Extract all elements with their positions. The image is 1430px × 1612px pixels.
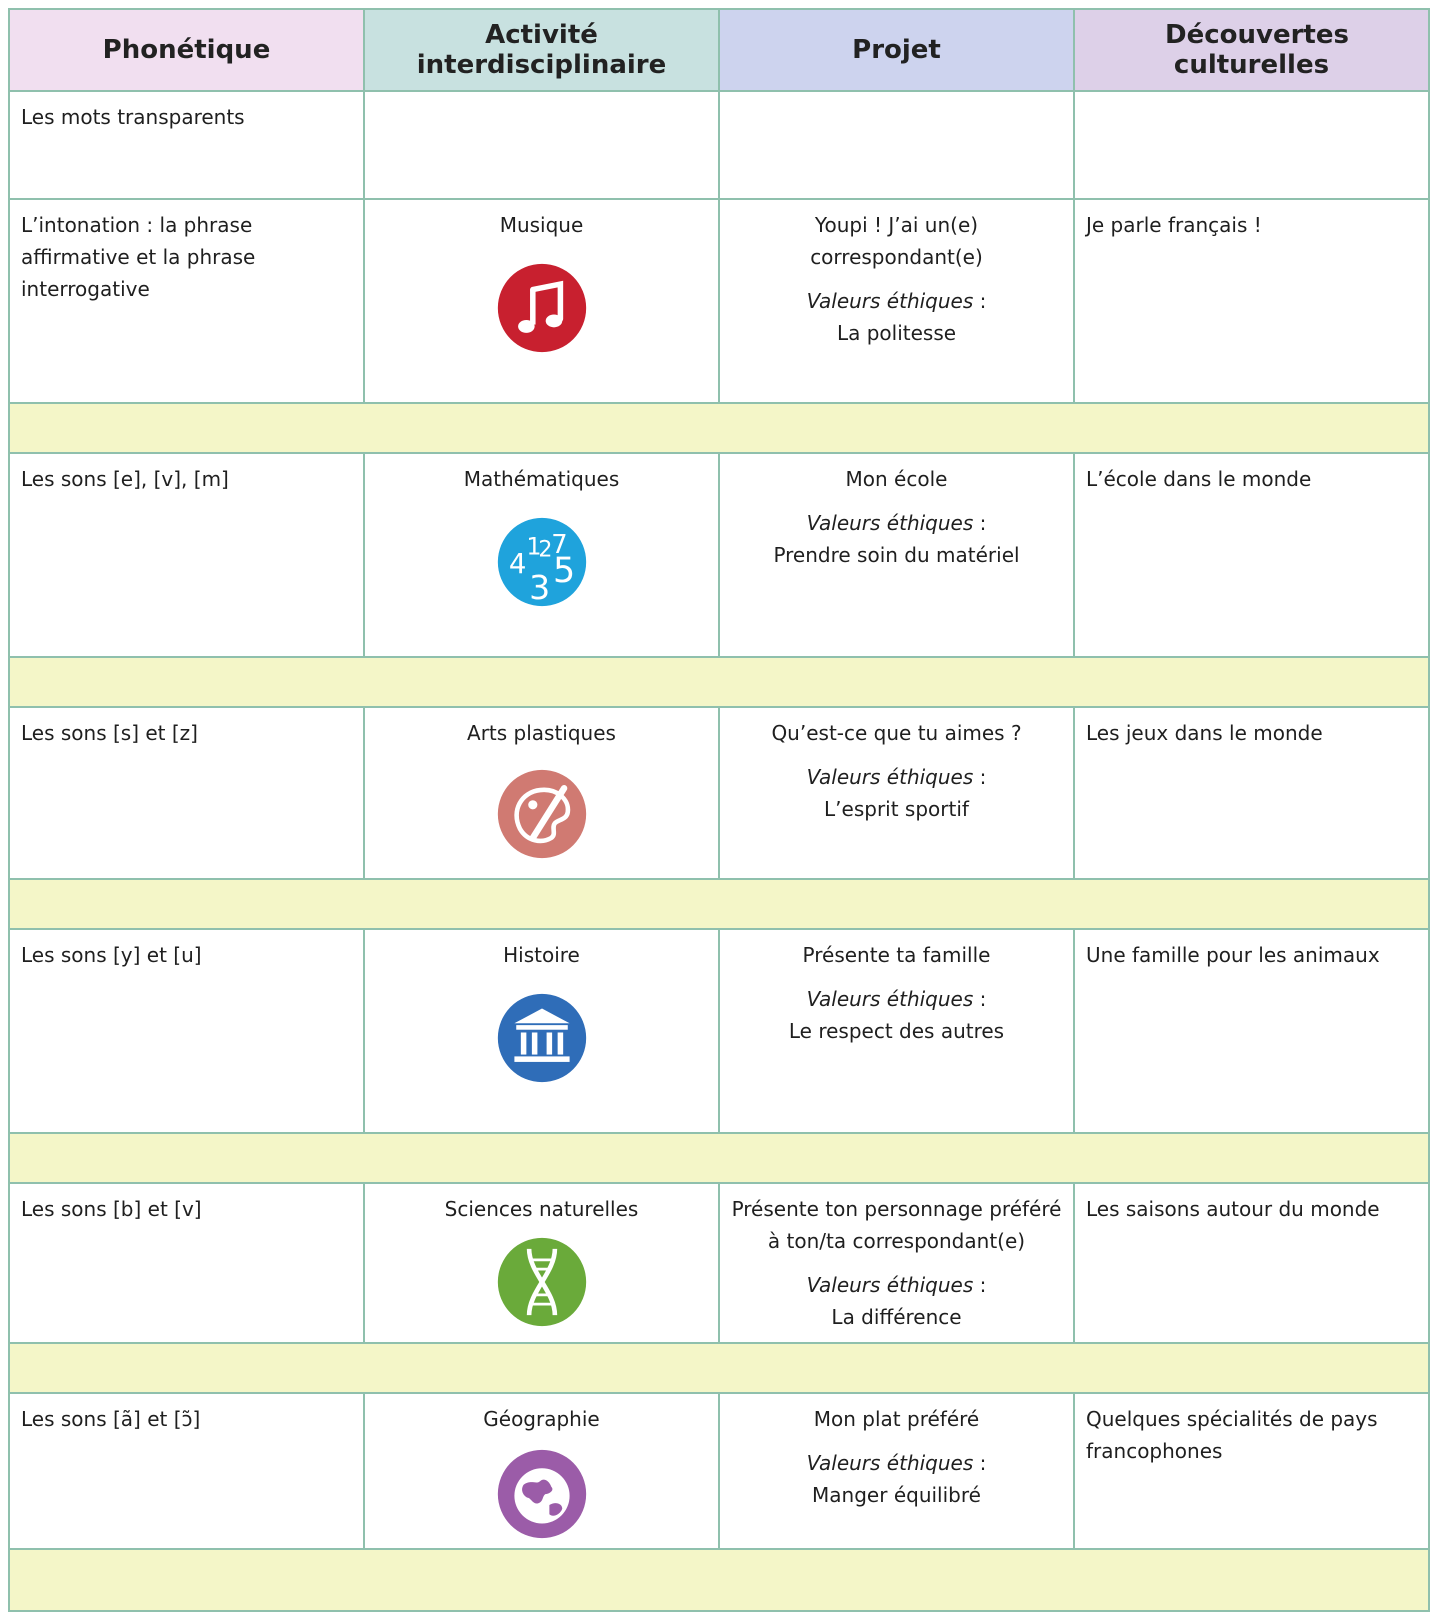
cell-phonetique: Les mots transparents	[9, 91, 364, 199]
museum-icon	[496, 992, 588, 1084]
activite-label: Mathématiques	[463, 467, 620, 491]
dna-icon	[496, 1236, 588, 1328]
cell-projet: Présente ton personnage préféré à ton/ta correspondant(e) Valeurs éthiques : La différence	[719, 1183, 1074, 1343]
cell-decouvertes: Les jeux dans le monde	[1074, 707, 1429, 879]
cell-decouvertes: Une famille pour les animaux	[1074, 929, 1429, 1133]
cell-decouvertes: Quelques spécialités de pays francophones	[1074, 1393, 1429, 1549]
cell-activite	[364, 707, 719, 879]
cell-projet: Qu’est-ce que tu aimes ? Valeurs éthiques : L’esprit sportif	[719, 707, 1074, 879]
svg-text:1: 1	[525, 532, 542, 561]
values-label: Valeurs éthiques	[806, 765, 974, 789]
projet-valeur: Prendre soin du matériel	[773, 543, 1020, 567]
cell-activite	[364, 1393, 719, 1549]
activite-label: Histoire	[503, 943, 580, 967]
projet-title: Présente ta famille	[802, 943, 991, 967]
cell-projet: Mon plat préféré Valeurs éthiques : Manger équilibré	[719, 1393, 1074, 1549]
svg-text:2: 2	[537, 537, 552, 563]
cell-activite	[364, 199, 719, 403]
cell-projet: Mon école Valeurs éthiques : Prendre soin du matériel	[719, 453, 1074, 657]
header-decouvertes: Découvertes culturelles	[1074, 9, 1429, 91]
projet-title: Qu’est-ce que tu aimes ?	[771, 721, 1022, 745]
cell-decouvertes: Les saisons autour du monde	[1074, 1183, 1429, 1343]
svg-text:7: 7	[550, 529, 568, 560]
cell-phonetique: Les sons [s] et [z]	[9, 707, 364, 879]
cell-activite	[364, 91, 719, 199]
separator-row	[9, 1343, 1429, 1393]
cell-phonetique: Les sons [b] et [v]	[9, 1183, 364, 1343]
activite-label: Musique	[499, 213, 584, 237]
values-label: Valeurs éthiques	[806, 1273, 974, 1297]
projet-title: Présente ton personnage préféré à ton/ta correspondant(e)	[731, 1197, 1062, 1253]
activite-label: Arts plastiques	[467, 721, 616, 745]
numbers-icon	[496, 516, 588, 608]
cell-phonetique: Les sons [ã] et [ɔ̃]	[9, 1393, 364, 1549]
cell-phonetique: L’intonation : la phrase affirmative et la phrase interrogative	[9, 199, 364, 403]
palette-brush-icon	[496, 768, 588, 860]
projet-title: Youpi ! J’ai un(e) correspondant(e)	[810, 213, 983, 269]
globe-icon	[496, 1448, 588, 1540]
separator-row	[9, 657, 1429, 707]
table-row	[9, 707, 1429, 879]
projet-valeur: La différence	[831, 1305, 962, 1329]
table-row	[9, 199, 1429, 403]
activite-label: Géographie	[483, 1407, 600, 1431]
svg-text:5: 5	[552, 551, 575, 592]
curriculum-table	[8, 8, 1430, 1612]
activite-label: Sciences naturelles	[444, 1197, 639, 1221]
table-row	[9, 929, 1429, 1133]
music-note-icon	[496, 262, 588, 354]
projet-valeur: La politesse	[836, 321, 957, 345]
cell-decouvertes: Je parle français !	[1074, 199, 1429, 403]
values-label: Valeurs éthiques	[806, 511, 974, 535]
projet-valeur: L’esprit sportif	[824, 797, 969, 821]
header-phonetique: Phonétique	[9, 9, 364, 91]
separator-row	[9, 1133, 1429, 1183]
values-label: Valeurs éthiques	[806, 987, 974, 1011]
separator-row	[9, 1549, 1429, 1611]
values-label: Valeurs éthiques	[806, 289, 974, 313]
cell-activite	[364, 1183, 719, 1343]
svg-text:3: 3	[528, 567, 550, 607]
cell-projet	[719, 91, 1074, 199]
separator-row	[9, 403, 1429, 453]
projet-title: Mon école	[845, 467, 948, 491]
cell-projet: Présente ta famille Valeurs éthiques : Le respect des autres	[719, 929, 1074, 1133]
table-row	[9, 91, 1429, 199]
projet-title: Mon plat préféré	[813, 1407, 980, 1431]
cell-activite	[364, 929, 719, 1133]
cell-activite	[364, 453, 719, 657]
table-row	[9, 1393, 1429, 1549]
header-activite: Activité interdisciplinaire	[364, 9, 719, 91]
cell-decouvertes: L’école dans le monde	[1074, 453, 1429, 657]
cell-phonetique: Les sons [y] et [u]	[9, 929, 364, 1133]
separator-row	[9, 879, 1429, 929]
projet-valeur: Le respect des autres	[788, 1019, 1005, 1043]
values-label: Valeurs éthiques	[806, 1451, 974, 1475]
cell-phonetique: Les sons [e], [v], [m]	[9, 453, 364, 657]
svg-text:4: 4	[508, 547, 526, 581]
header-row	[9, 9, 1429, 91]
cell-projet: Youpi ! J’ai un(e) correspondant(e) Valeurs éthiques : La politesse	[719, 199, 1074, 403]
projet-valeur: Manger équilibré	[812, 1483, 981, 1507]
table-row	[9, 453, 1429, 657]
cell-decouvertes	[1074, 91, 1429, 199]
table-row	[9, 1183, 1429, 1343]
header-projet: Projet	[719, 9, 1074, 91]
